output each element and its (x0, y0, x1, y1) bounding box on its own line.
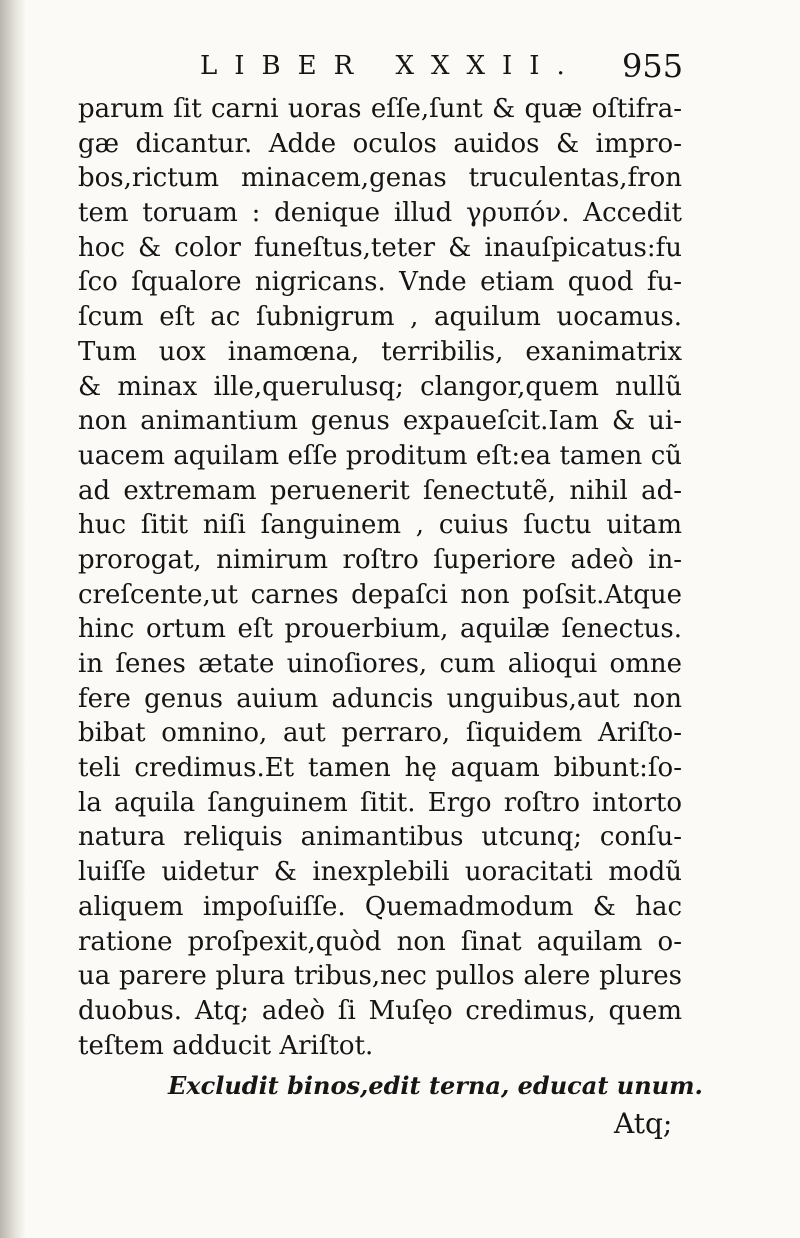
text-line: non animantium genus expaueſcit.Iam & ui- (78, 406, 682, 437)
text-line: huc ſitit niſi ſanguinem , cuius ſuctu uitam (78, 510, 682, 541)
text-line: aliquem impoſuiſſe. Quemadmodum & hac (78, 891, 682, 922)
text-line: uacem aquilam eſſe proditum eſt:ea tamen cũ (78, 440, 682, 471)
verse-quotation: Excludit binos,edit terna, educat unum. (168, 1071, 703, 1100)
text-line: ad extremam peruenerit ſenectutẽ, nihil ad- (78, 475, 682, 506)
text-line: la aquila ſanguinem ſitit. Ergo roſtro intorto (78, 787, 682, 818)
text-line: gæ dicantur. Adde oculos auidos & impro- (78, 128, 682, 159)
text-line: fere genus auium aduncis unguibus,aut non (78, 683, 682, 714)
text-line: ſcum eſt ac ſubnigrum , aquilum uocamus. (78, 302, 682, 333)
running-head (0, 44, 800, 88)
text-line: ua parere plura tribus,nec pullos alere plures (78, 961, 682, 992)
text-line: bibat omnino, aut perraro, ſiquidem Ariſto- (78, 718, 682, 749)
text-line: ratione proſpexit,quòd non ſinat aquilam o- (78, 926, 682, 957)
text-line: tem toruam : denique illud γρυπόν. Accedit (78, 198, 682, 229)
text-line: Tum uox inamœna, terribilis, exanimatrix (78, 336, 682, 367)
text-line: & minax ille,querulusq; clangor,quem nullũ (78, 371, 682, 402)
text-line: natura reliquis animantibus utcunq; conſu- (78, 822, 682, 853)
page-number: 955 (622, 47, 684, 85)
text-line: parum ſit carni uoras eſſe,ſunt & quæ oſtifra- (78, 94, 682, 124)
main-text-block (78, 92, 682, 1063)
running-title: LIBER XXXII. (200, 51, 582, 81)
text-line: bos,rictum minacem,genas truculentas,fron (78, 163, 682, 194)
text-line: hinc ortum eſt prouerbium, aquilæ ſenectus. (78, 614, 682, 645)
text-line: luiſſe uidetur & inexplebili uoracitati modũ (78, 857, 682, 888)
text-line: ſco ſqualore nigricans. Vnde etiam quod fu- (78, 267, 682, 298)
text-line: teſtem adducit Ariſtot. (78, 1030, 374, 1061)
text-line: duobus. Atq; adeò ſi Muſęo credimus, quem (78, 995, 682, 1026)
text-line: in ſenes ætate uinoſiores, cum alioqui omne (78, 649, 682, 679)
catchword: Atq; (614, 1107, 673, 1140)
text-line: hoc & color funeſtus,teter & inauſpicatus:fu (78, 232, 682, 263)
text-line: creſcente,ut carnes depaſci non poſsit.Atque (78, 579, 682, 610)
text-line: teli credimus.Et tamen hę aquam bibunt:ſo- (78, 753, 682, 784)
text-line: prorogat, nimirum roſtro ſuperiore adeò in- (78, 544, 682, 575)
page-gutter-shadow (0, 0, 26, 1238)
